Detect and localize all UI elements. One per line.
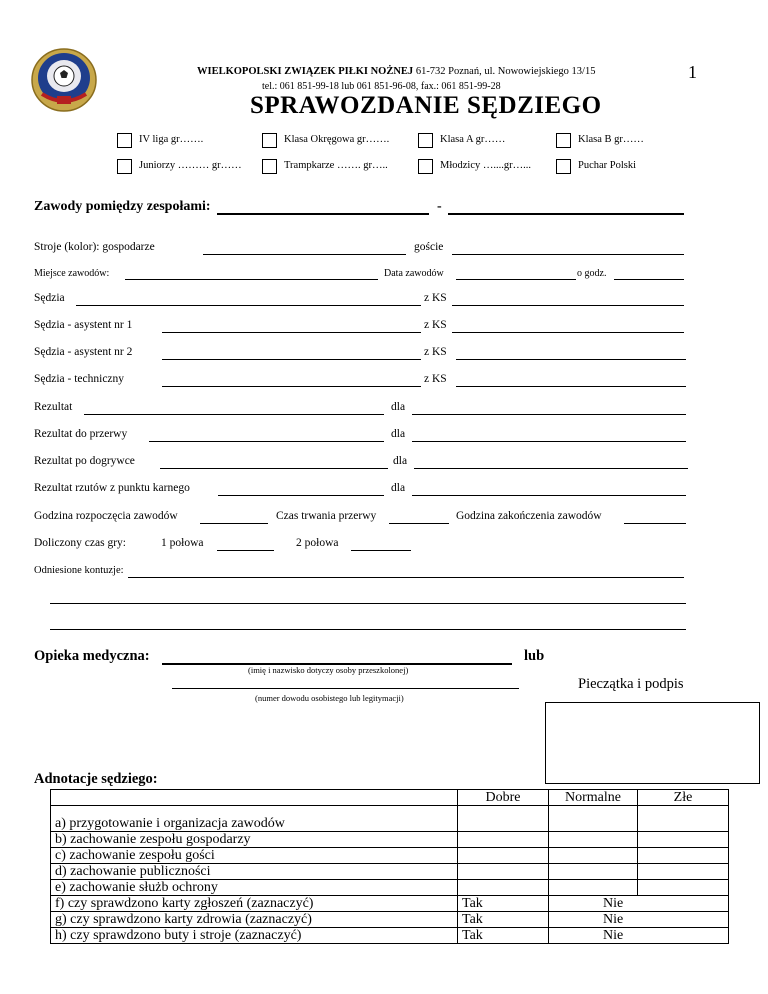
referee-field[interactable]: [76, 305, 421, 306]
annotations-table: [50, 789, 729, 944]
half2-label: 2 połowa: [296, 537, 339, 549]
stamp-signature-box[interactable]: [545, 702, 760, 784]
checkbox-label: Klasa A gr……: [440, 134, 506, 145]
checkbox-juniorzy[interactable]: [117, 159, 132, 174]
venue-label: Miejsce zawodów:: [34, 268, 110, 279]
yes-cell[interactable]: Tak: [458, 912, 549, 928]
medical-or-label: lub: [524, 648, 545, 664]
ht-winner-field[interactable]: [412, 441, 686, 442]
checkbox-label: Klasa B gr……: [578, 134, 644, 145]
rating-good-cell[interactable]: [458, 864, 549, 880]
checkbox-label: Młodzicy …....gr…...: [440, 160, 531, 171]
checkbox-label: Puchar Polski: [578, 160, 637, 171]
table-header-normal: Normalne: [549, 790, 638, 806]
rating-item: e) zachowanie służb ochrony: [51, 880, 458, 896]
medical-id-hint: (numer dowodu osobistego lub legitymacji): [255, 693, 404, 703]
time-label: o godz.: [577, 268, 607, 279]
rating-normal-cell[interactable]: [549, 880, 638, 896]
guests-label: goście: [414, 241, 444, 253]
table-row: [51, 848, 729, 864]
annotations-title: Adnotacje sędziego:: [34, 771, 158, 787]
rating-item: a) przygotowanie i organizacja zawodów: [51, 806, 458, 832]
table-row: [51, 806, 729, 832]
rating-normal-cell[interactable]: [549, 864, 638, 880]
league-row-2: [0, 159, 768, 177]
ks-label: z KS: [424, 319, 447, 331]
end-label: Godzina zakończenia zawodów: [456, 510, 602, 522]
start-field[interactable]: [200, 523, 268, 524]
result-winner-field[interactable]: [412, 414, 686, 415]
break-field[interactable]: [389, 523, 449, 524]
table-cell: [51, 790, 458, 806]
checkbox-trampkarze[interactable]: [262, 159, 277, 174]
added-time-label: Doliczony czas gry:: [34, 537, 126, 549]
checkbox-klasa-a[interactable]: [418, 133, 433, 148]
referee-club-field[interactable]: [452, 305, 684, 306]
ks-label: z KS: [424, 292, 447, 304]
rating-good-cell[interactable]: [458, 880, 549, 896]
venue-field[interactable]: [125, 279, 378, 280]
yes-cell[interactable]: Tak: [458, 896, 549, 912]
tech-field[interactable]: [162, 386, 421, 387]
no-cell[interactable]: Nie: [549, 896, 729, 912]
injuries-label: Odniesione kontuzje:: [34, 565, 124, 576]
page-title: SPRAWOZDANIE SĘDZIEGO: [250, 92, 602, 119]
start-label: Godzina rozpoczęcia zawodów: [34, 510, 178, 522]
ar1-club-field[interactable]: [452, 332, 684, 333]
header-org-line: WIELKOPOLSKI ZWIĄZEK PIŁKI NOŻNEJ 61-732 Poznań, ul. Nowowiejskiego 13/15: [197, 66, 596, 77]
et-result-label: Rezultat po dogrywce: [34, 455, 135, 467]
end-field[interactable]: [624, 523, 686, 524]
time-field[interactable]: [614, 279, 684, 280]
rating-good-cell[interactable]: [458, 848, 549, 864]
no-cell[interactable]: Nie: [549, 912, 729, 928]
rating-normal-cell[interactable]: [549, 832, 638, 848]
tech-label: Sędzia - techniczny: [34, 373, 125, 385]
league-row-1: [0, 133, 768, 151]
ks-label: z KS: [424, 373, 447, 385]
medical-id-field[interactable]: [172, 688, 519, 689]
ar2-club-field[interactable]: [456, 359, 686, 360]
injuries-field[interactable]: [128, 577, 684, 578]
yesno-item: f) czy sprawdzono karty zgłoszeń (zaznaczyć): [51, 896, 458, 912]
away-team-field[interactable]: [448, 213, 684, 215]
rating-normal-cell[interactable]: [549, 848, 638, 864]
pen-result-field[interactable]: [218, 495, 384, 496]
rating-item: c) zachowanie zespołu gości: [51, 848, 458, 864]
pen-result-label: Rezultat rzutów z punktu karnego: [34, 482, 190, 494]
dla-label: dla: [393, 455, 408, 467]
date-field[interactable]: [456, 279, 576, 280]
table-row: [51, 912, 729, 928]
checkbox-label: IV liga gr…….: [139, 134, 204, 145]
federation-logo: [30, 46, 98, 114]
half1-label: 1 połowa: [161, 537, 204, 549]
rating-bad-cell[interactable]: [638, 880, 729, 896]
rating-bad-cell[interactable]: [638, 806, 729, 832]
checkbox-label: Klasa Okręgowa gr…….: [284, 134, 390, 145]
rating-item: d) zachowanie publiczności: [51, 864, 458, 880]
tech-club-field[interactable]: [456, 386, 686, 387]
injuries-field-line-3[interactable]: [50, 629, 686, 630]
half2-field[interactable]: [351, 550, 411, 551]
yesno-item: g) czy sprawdzono karty zdrowia (zaznaczyć): [51, 912, 458, 928]
ht-result-label: Rezultat do przerwy: [34, 428, 128, 440]
table-row: [51, 896, 729, 912]
rating-bad-cell[interactable]: [638, 864, 729, 880]
et-result-field[interactable]: [160, 468, 388, 469]
table-row: [51, 864, 729, 880]
yesno-item: h) czy sprawdzono buty i stroje (zaznaczyć): [51, 928, 458, 944]
table-header-good: Dobre: [458, 790, 549, 806]
ar2-label: Sędzia - asystent nr 2: [34, 346, 133, 358]
et-winner-field[interactable]: [414, 468, 688, 469]
date-label: Data zawodów: [384, 268, 444, 279]
break-label: Czas trwania przerwy: [276, 510, 377, 522]
home-team-field[interactable]: [217, 213, 429, 215]
page-number: 1: [688, 62, 697, 82]
table-row: [51, 880, 729, 896]
table-header-bad: Złe: [638, 790, 729, 806]
checkbox-mlodzicy[interactable]: [418, 159, 433, 174]
checkbox-klasa-okregowa[interactable]: [262, 133, 277, 148]
half1-field[interactable]: [217, 550, 274, 551]
ar1-label: Sędzia - asystent nr 1: [34, 319, 133, 331]
dla-label: dla: [391, 482, 406, 494]
ht-result-field[interactable]: [149, 441, 384, 442]
dla-label: dla: [391, 401, 406, 413]
stamp-label: Pieczątka i podpis: [578, 676, 684, 692]
injuries-field-line-2[interactable]: [50, 603, 686, 604]
table-header-row: [51, 790, 729, 806]
checkbox-klasa-b[interactable]: [556, 133, 571, 148]
medical-name-hint: (imię i nazwisko dotyczy osoby przeszkolonej): [248, 665, 409, 675]
ar1-field[interactable]: [162, 332, 421, 333]
pen-winner-field[interactable]: [412, 495, 686, 496]
rating-good-cell[interactable]: [458, 806, 549, 832]
dla-label: dla: [391, 428, 406, 440]
teams-label: Zawody pomiędzy zespołami:: [34, 199, 211, 214]
result-label: Rezultat: [34, 401, 73, 413]
table-row: [51, 832, 729, 848]
teams-separator: -: [437, 199, 442, 214]
yes-cell[interactable]: Tak: [458, 928, 549, 944]
rating-bad-cell[interactable]: [638, 848, 729, 864]
ar2-field[interactable]: [162, 359, 421, 360]
checkbox-iv-liga[interactable]: [117, 133, 132, 148]
checkbox-label: Juniorzy ……… gr……: [139, 160, 242, 171]
rating-item: b) zachowanie zespołu gospodarzy: [51, 832, 458, 848]
away-kit-field[interactable]: [452, 254, 684, 255]
rating-normal-cell[interactable]: [549, 806, 638, 832]
kits-label: Stroje (kolor): gospodarze: [34, 241, 155, 253]
checkbox-puchar-polski[interactable]: [556, 159, 571, 174]
referee-label: Sędzia: [34, 292, 65, 304]
result-field[interactable]: [84, 414, 384, 415]
no-cell[interactable]: Nie: [549, 928, 729, 944]
checkbox-label: Trampkarze ……. gr…..: [284, 160, 388, 171]
header-phones: tel.: 061 851-99-18 lub 061 851-96-08, fax.: 061 851-99-28: [262, 81, 501, 92]
home-kit-field[interactable]: [203, 254, 406, 255]
ks-label: z KS: [424, 346, 447, 358]
rating-bad-cell[interactable]: [638, 832, 729, 848]
medical-label: Opieka medyczna:: [34, 648, 150, 664]
rating-good-cell[interactable]: [458, 832, 549, 848]
table-row: [51, 928, 729, 944]
